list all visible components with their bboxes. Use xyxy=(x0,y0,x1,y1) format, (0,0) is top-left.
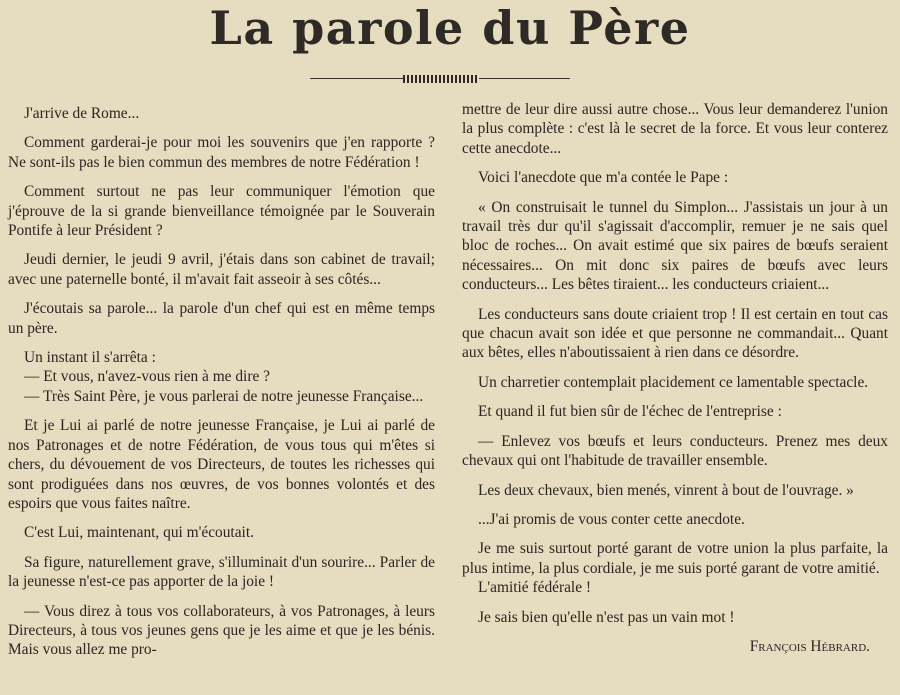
paragraph: L'amitié fédérale ! xyxy=(478,579,592,597)
paragraph: J'arrive de Rome... xyxy=(24,105,140,122)
paragraph: Jeudi dernier, le jeudi 9 avril, j'étais dans son cabinet de travail; avec une paternelle bonté, il m'avait fait asseoir à ses côtés... xyxy=(8,251,435,288)
paragraph: J'écoutais sa parole... la parole d'un chef qui est en même temps un père. xyxy=(8,300,435,337)
paragraph: Et quand il fut bien sûr de l'échec de l'entreprise : xyxy=(478,403,782,421)
paragraph: Un instant il s'arrêta : xyxy=(24,349,156,367)
paragraph: — Et vous, n'avez-vous rien à me dire ? xyxy=(24,368,270,386)
paragraph: Sa figure, naturellement grave, s'illuminait d'un sourire... Parler de la jeunesse n'est-ce pas apporter de la joie ! xyxy=(8,553,435,591)
paragraph: mettre de leur dire aussi autre chose... Vous leur demanderez l'union la plus complète : c'est là le secret de la force. Et vous leur conterez cette anecdote... xyxy=(462,101,888,157)
paragraph: ...J'ai promis de vous conter cette anecdote. xyxy=(478,510,745,528)
article-title: La parole du Père xyxy=(209,1,691,55)
paragraph: Comment garderai-je pour moi les souvenirs que j'en rapporte ? Ne sont-ils pas le bien commun des membres de notre Fédération ! xyxy=(8,134,435,171)
paragraph: Et je Lui ai parlé de notre jeunesse Française, je Lui ai parlé de nos Patronages et de notre Fédération, de vous tous qui m'êtes si chers, du dévouement de vos Directeurs, de toutes les richesses qui sont prodiguées dans nos œuvres, de vos bonnes volontés et des espoirs que vous faites naître. xyxy=(8,417,435,512)
right-column xyxy=(462,100,888,695)
paragraph: — Vous direz à tous vos collaborateurs, à vos Patronages, à leurs Directeurs, à tous vos jeunes gens que je les aime et que je les bénis. Mais vous allez me pro- xyxy=(8,602,435,659)
author-signature: François Hébrard. xyxy=(749,637,870,655)
paragraph: Je me suis surtout porté garant de votre union la plus parfaite, la plus intime, la plus cordiale, je me suis porté garant de votre amitié. xyxy=(462,540,888,577)
left-column xyxy=(8,104,435,695)
paragraph: — Très Saint Père, je vous parlerai de notre jeunesse Française... xyxy=(24,387,424,405)
paragraph: Les conducteurs sans doute criaient trop ! Il est certain en tout cas que chacun avait son idée et que personne ne commandait... Quant aux bêtes, elles n'aboutissaient à rien dans ce désordre. xyxy=(462,305,888,362)
paragraph: Un charretier contemplait placidement ce lamentable spectacle. xyxy=(478,373,869,391)
title-ornament xyxy=(310,72,570,86)
paragraph: — Enlevez vos bœufs et leurs conducteurs. Prenez mes deux chevaux qui ont l'habitude de travailler ensemble. xyxy=(462,432,888,470)
paragraph: Je sais bien qu'elle n'est pas un vain mot ! xyxy=(478,608,735,626)
paragraph: C'est Lui, maintenant, qui m'écoutait. xyxy=(24,524,254,542)
paragraph: Les deux chevaux, bien menés, vinrent à bout de l'ouvrage. » xyxy=(478,481,854,499)
paragraph: Voici l'anecdote que m'a contée le Pape : xyxy=(478,169,729,187)
paragraph: Comment surtout ne pas leur communiquer l'émotion que j'éprouve de la si grande bienveillance témoignée par le Souverain Pontife à leur Président ? xyxy=(8,183,435,240)
paragraph: « On construisait le tunnel du Simplon... J'assistais un jour à un travail très dur qu'il s'agissait d'accomplir, remuer je ne sais quel bloc de roches... On avait estimé que six paires de bœufs seraient nécessaires... On mit donc six paires de bœufs avec leurs conducteurs... Les bêtes tiraient... les conducteurs criaient... xyxy=(462,198,888,294)
